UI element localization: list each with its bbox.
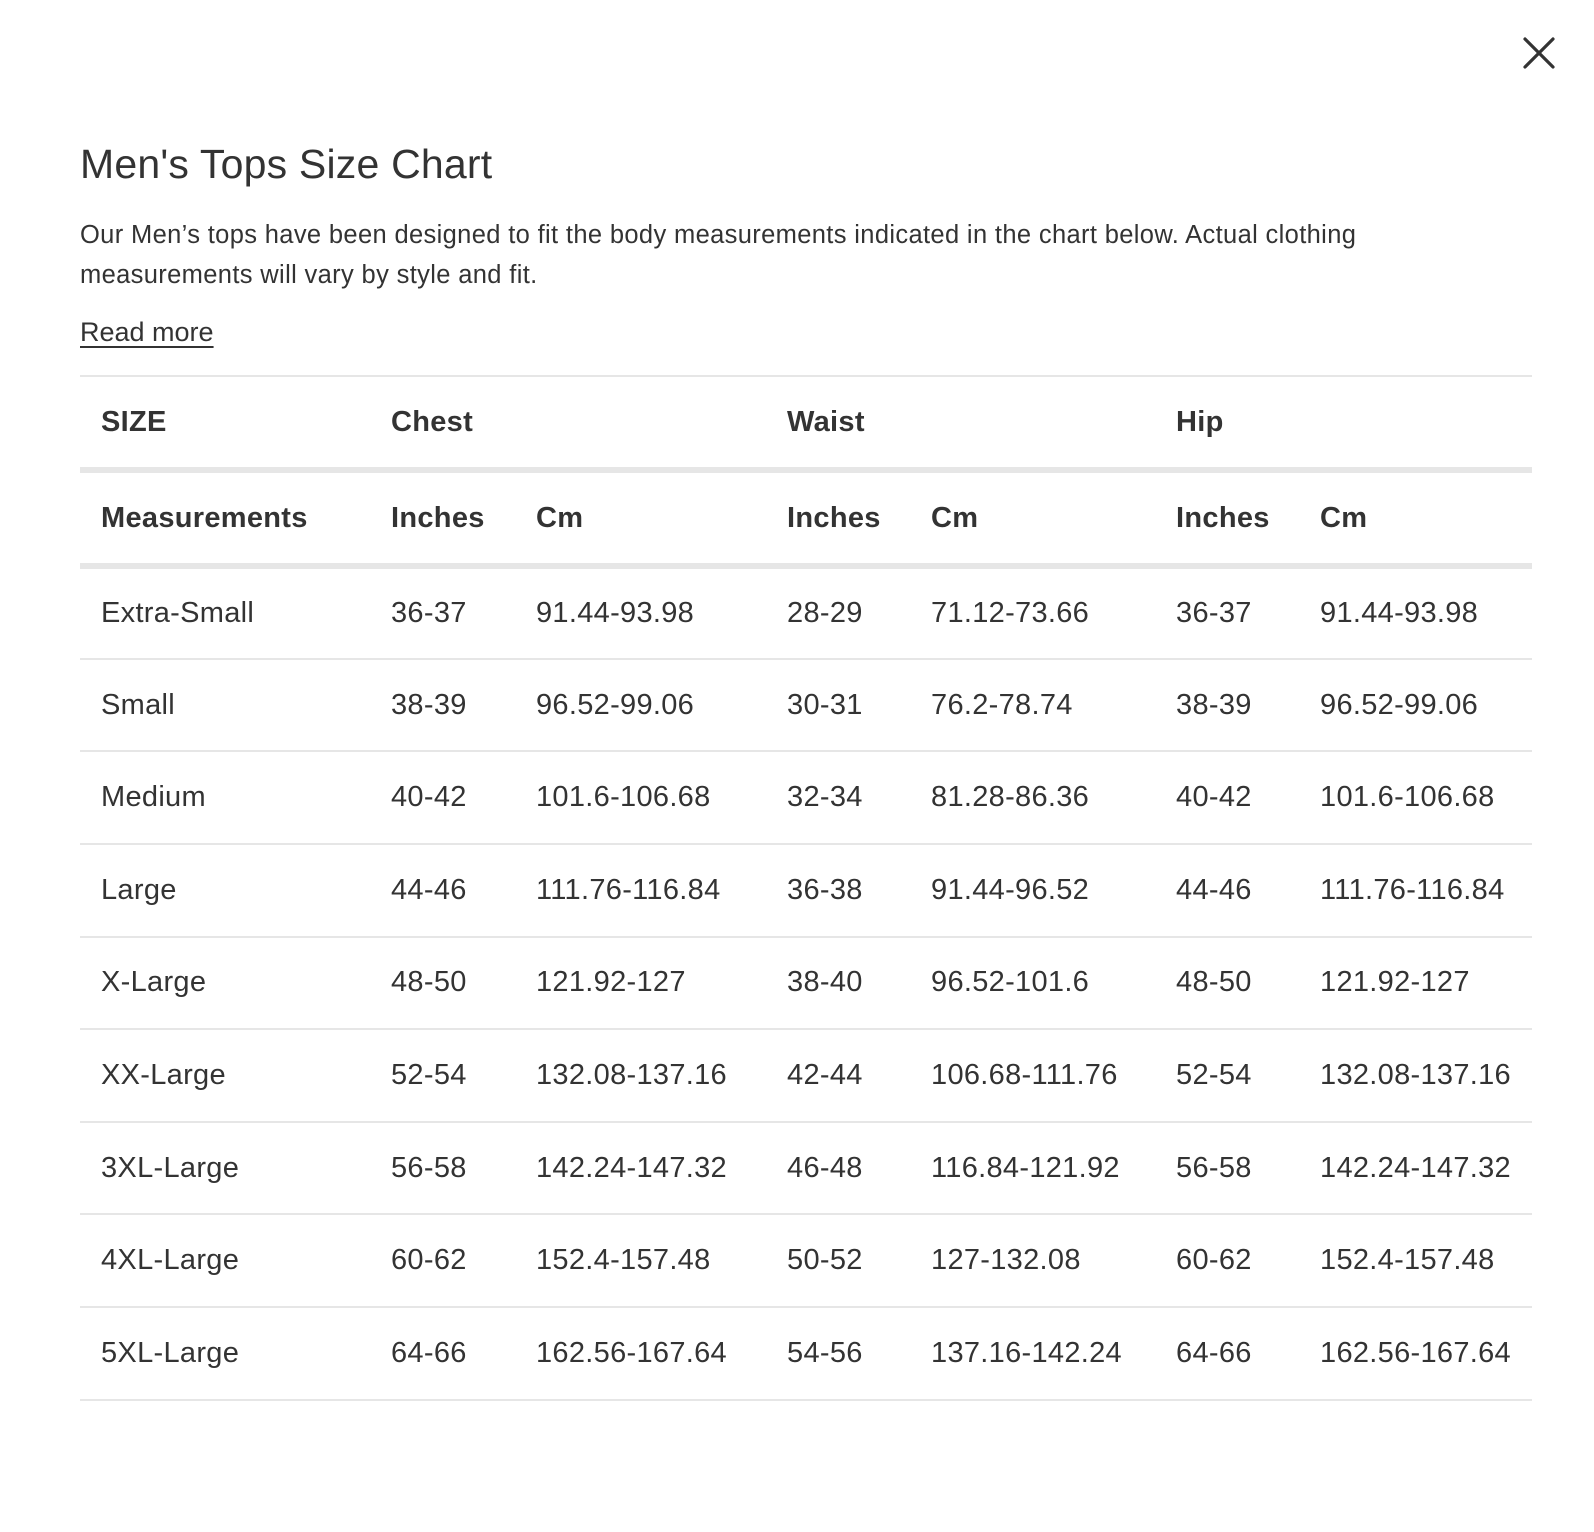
hip-inches-cell: 56-58 xyxy=(1155,1122,1299,1215)
chest-inches-cell: 56-58 xyxy=(370,1122,515,1215)
waist-inches-cell: 36-38 xyxy=(766,844,910,937)
hip-cm-cell: 96.52-99.06 xyxy=(1299,659,1532,752)
hip-cm-cell: 152.4-157.48 xyxy=(1299,1214,1532,1307)
size-name-cell: Small xyxy=(80,659,370,752)
hip-inches-cell: 44-46 xyxy=(1155,844,1299,937)
size-name-cell: XX-Large xyxy=(80,1029,370,1122)
waist-cm-cell: 91.44-96.52 xyxy=(910,844,1155,937)
size-name-cell: X-Large xyxy=(80,937,370,1030)
hip-inches-cell: 52-54 xyxy=(1155,1029,1299,1122)
table-row xyxy=(80,659,1532,752)
read-more-link[interactable]: Read more xyxy=(80,317,214,348)
close-button[interactable] xyxy=(1520,34,1558,72)
table-group-header-row xyxy=(80,377,1532,470)
size-name-cell: Medium xyxy=(80,751,370,844)
header-hip: Hip xyxy=(1155,377,1532,470)
waist-cm-cell: 106.68-111.76 xyxy=(910,1029,1155,1122)
chest-inches-cell: 38-39 xyxy=(370,659,515,752)
size-name-cell: Extra-Small xyxy=(80,566,370,659)
waist-inches-cell: 38-40 xyxy=(766,937,910,1030)
chest-cm-cell: 121.92-127 xyxy=(515,937,766,1030)
table-row xyxy=(80,1214,1532,1307)
table-row xyxy=(80,566,1532,659)
hip-inches-cell: 64-66 xyxy=(1155,1307,1299,1400)
table-row xyxy=(80,937,1532,1030)
subheader-hip-cm: Cm xyxy=(1299,470,1532,566)
size-name-cell: Large xyxy=(80,844,370,937)
table-row xyxy=(80,1307,1532,1400)
waist-cm-cell: 137.16-142.24 xyxy=(910,1307,1155,1400)
hip-cm-cell: 142.24-147.32 xyxy=(1299,1122,1532,1215)
size-name-cell: 4XL-Large xyxy=(80,1214,370,1307)
waist-cm-cell: 127-132.08 xyxy=(910,1214,1155,1307)
hip-cm-cell: 111.76-116.84 xyxy=(1299,844,1532,937)
subheader-measurements: Measurements xyxy=(80,470,370,566)
header-waist: Waist xyxy=(766,377,1155,470)
hip-inches-cell: 36-37 xyxy=(1155,566,1299,659)
subheader-waist-inches: Inches xyxy=(766,470,910,566)
hip-cm-cell: 101.6-106.68 xyxy=(1299,751,1532,844)
hip-cm-cell: 132.08-137.16 xyxy=(1299,1029,1532,1122)
waist-inches-cell: 42-44 xyxy=(766,1029,910,1122)
waist-cm-cell: 76.2-78.74 xyxy=(910,659,1155,752)
waist-cm-cell: 96.52-101.6 xyxy=(910,937,1155,1030)
waist-inches-cell: 30-31 xyxy=(766,659,910,752)
waist-inches-cell: 28-29 xyxy=(766,566,910,659)
subheader-waist-cm: Cm xyxy=(910,470,1155,566)
header-size: SIZE xyxy=(80,377,370,470)
size-table-body xyxy=(80,566,1532,1399)
waist-cm-cell: 71.12-73.66 xyxy=(910,566,1155,659)
modal-content xyxy=(80,140,1532,1401)
table-row xyxy=(80,844,1532,937)
subheader-chest-inches: Inches xyxy=(370,470,515,566)
chest-inches-cell: 36-37 xyxy=(370,566,515,659)
chest-cm-cell: 132.08-137.16 xyxy=(515,1029,766,1122)
chest-cm-cell: 152.4-157.48 xyxy=(515,1214,766,1307)
chest-inches-cell: 64-66 xyxy=(370,1307,515,1400)
waist-cm-cell: 81.28-86.36 xyxy=(910,751,1155,844)
chest-cm-cell: 162.56-167.64 xyxy=(515,1307,766,1400)
header-chest: Chest xyxy=(370,377,766,470)
size-table-wrapper xyxy=(80,375,1532,1400)
hip-inches-cell: 60-62 xyxy=(1155,1214,1299,1307)
chest-inches-cell: 52-54 xyxy=(370,1029,515,1122)
table-row xyxy=(80,1029,1532,1122)
close-icon xyxy=(1520,34,1558,72)
chest-inches-cell: 44-46 xyxy=(370,844,515,937)
chest-cm-cell: 101.6-106.68 xyxy=(515,751,766,844)
subheader-hip-inches: Inches xyxy=(1155,470,1299,566)
chest-cm-cell: 142.24-147.32 xyxy=(515,1122,766,1215)
hip-inches-cell: 38-39 xyxy=(1155,659,1299,752)
waist-inches-cell: 50-52 xyxy=(766,1214,910,1307)
hip-inches-cell: 48-50 xyxy=(1155,937,1299,1030)
page-title: Men's Tops Size Chart xyxy=(80,141,493,187)
chest-inches-cell: 60-62 xyxy=(370,1214,515,1307)
hip-cm-cell: 121.92-127 xyxy=(1299,937,1532,1030)
size-chart-table xyxy=(80,377,1532,1400)
chest-inches-cell: 40-42 xyxy=(370,751,515,844)
hip-cm-cell: 91.44-93.98 xyxy=(1299,566,1532,659)
hip-inches-cell: 40-42 xyxy=(1155,751,1299,844)
hip-cm-cell: 162.56-167.64 xyxy=(1299,1307,1532,1400)
table-sub-header-row xyxy=(80,470,1532,566)
table-row xyxy=(80,751,1532,844)
waist-inches-cell: 32-34 xyxy=(766,751,910,844)
chest-cm-cell: 111.76-116.84 xyxy=(515,844,766,937)
chest-inches-cell: 48-50 xyxy=(370,937,515,1030)
chest-cm-cell: 91.44-93.98 xyxy=(515,566,766,659)
waist-cm-cell: 116.84-121.92 xyxy=(910,1122,1155,1215)
chest-cm-cell: 96.52-99.06 xyxy=(515,659,766,752)
table-row xyxy=(80,1122,1532,1215)
waist-inches-cell: 46-48 xyxy=(766,1122,910,1215)
size-name-cell: 5XL-Large xyxy=(80,1307,370,1400)
size-chart-description: Our Men’s tops have been designed to fit the body measurements indicated in the chart below. Actual clothing measurements will vary by style and fit. xyxy=(80,221,1357,290)
subheader-chest-cm: Cm xyxy=(515,470,766,566)
size-name-cell: 3XL-Large xyxy=(80,1122,370,1215)
waist-inches-cell: 54-56 xyxy=(766,1307,910,1400)
